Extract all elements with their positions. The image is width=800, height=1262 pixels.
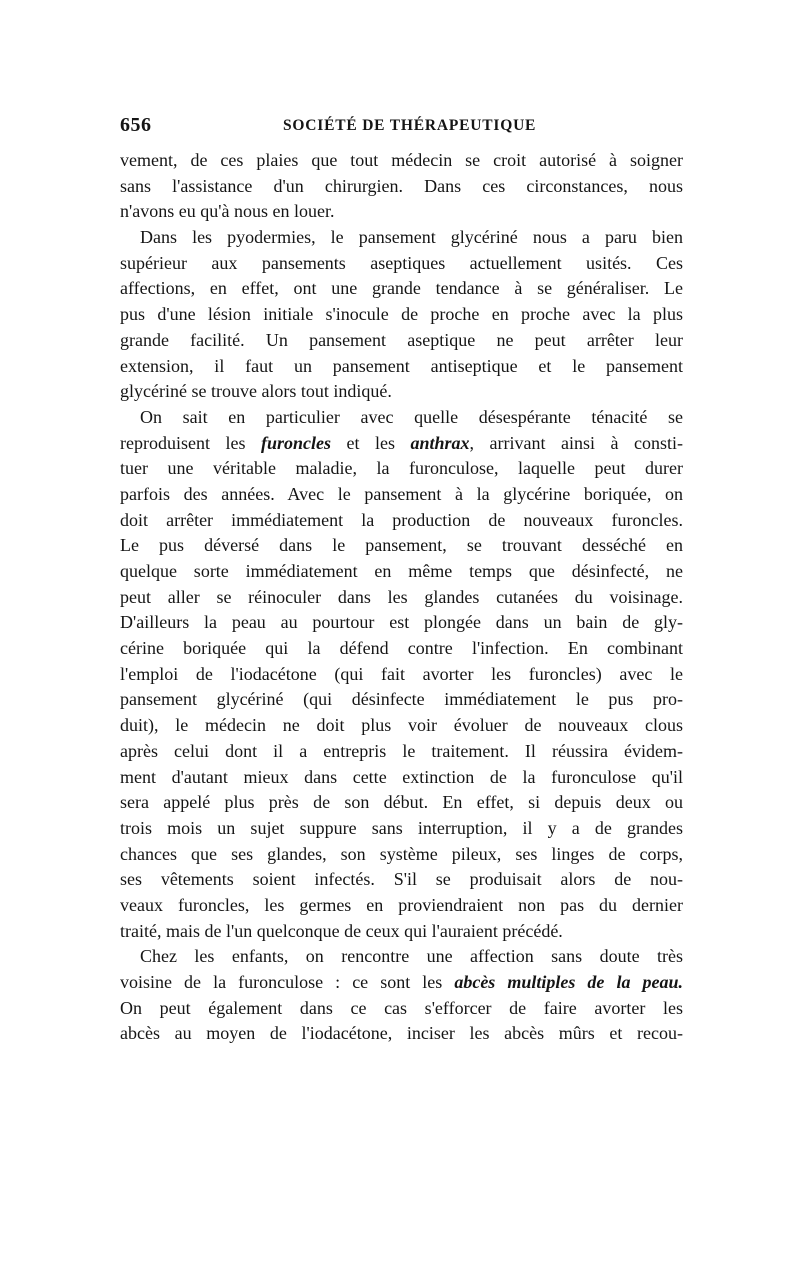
text-line xyxy=(120,199,683,225)
text-span: extension, il faut un pansement antiseptique et le pansement xyxy=(120,355,683,376)
text-span: , arrivant ainsi à consti- xyxy=(469,432,683,453)
text-line xyxy=(120,713,683,739)
text-span: vement, de ces plaies que tout médecin se croit autorisé à soigner xyxy=(120,150,683,170)
text-line xyxy=(120,662,683,688)
text-span: sans l'assistance d'un chirurgien. Dans ces circonstances, nous xyxy=(120,175,683,196)
text-span: Chez les enfants, on rencontre une affection sans doute très xyxy=(140,946,683,967)
text-span: peut aller se réinoculer dans les glandes cutanées du voisinage. xyxy=(120,586,683,607)
text-span: trois mois un sujet suppure sans interruption, il y a de grandes xyxy=(120,817,683,838)
text-line xyxy=(120,636,683,662)
text-line xyxy=(120,893,683,919)
text-span: veaux furoncles, les germes en proviendraient non pas du dernier xyxy=(120,894,683,915)
text-span: chances que ses glandes, son système pileux, ses linges de corps, xyxy=(120,843,683,864)
text-span: tuer une véritable maladie, la furonculose, laquelle peut durer xyxy=(120,458,683,479)
text-line xyxy=(120,559,683,585)
text-line xyxy=(120,816,683,842)
text-line xyxy=(120,225,683,251)
italic-term: furoncles xyxy=(260,432,331,453)
text-span: abcès au moyen de l'iodacétone, inciser les abcès mûrs et recou- xyxy=(120,1023,683,1044)
text-line xyxy=(120,790,683,816)
text-span: supérieur aux pansements aseptiques actuellement usités. Ces xyxy=(120,252,683,273)
text-line xyxy=(120,1021,683,1047)
text-line xyxy=(120,379,683,405)
text-span: ment d'autant mieux dans cette extinction de la furonculose qu'il xyxy=(120,766,683,787)
text-line xyxy=(120,328,683,354)
text-span: pansement glycériné (qui désinfecte immédiatement le pus pro- xyxy=(120,689,683,710)
text-span: voisine de la furonculose : ce sont les xyxy=(120,972,455,992)
text-line xyxy=(120,585,683,611)
text-span: et les xyxy=(331,432,411,453)
text-line xyxy=(120,508,683,534)
text-line xyxy=(120,842,683,868)
text-line xyxy=(120,354,683,380)
text-span: pus d'une lésion initiale s'inocule de proche en proche avec la plus xyxy=(120,304,683,325)
text-line xyxy=(120,944,683,970)
text-span: cérine boriquée qui la défend contre l'infection. En combinant xyxy=(120,638,683,659)
text-line xyxy=(120,431,683,457)
text-line xyxy=(120,276,683,302)
text-line xyxy=(120,867,683,893)
text-line xyxy=(120,302,683,328)
text-span: Le pus déversé dans le pansement, se trouvant desséché en xyxy=(120,535,683,556)
text-line xyxy=(120,533,683,559)
text-line xyxy=(120,765,683,791)
running-head-title: SOCIÉTÉ DE THÉRAPEUTIQUE xyxy=(283,117,537,134)
italic-term: abcès multiples de la peau. xyxy=(454,972,683,992)
text-span: affections, en effet, ont une grande tendance à se généraliser. Le xyxy=(120,278,683,299)
text-span: doit arrêter immédiatement la production de nouveaux furoncles. xyxy=(120,509,683,530)
text-span: l'emploi de l'iodacétone (qui fait avorter les furoncles) avec le xyxy=(120,663,683,684)
text-line xyxy=(120,919,683,945)
text-line xyxy=(120,996,683,1022)
text-line xyxy=(120,148,683,174)
text-span: parfois des années. Avec le pansement à la glycérine boriquée, on xyxy=(120,483,683,504)
text-span: On peut également dans ce cas s'efforcer de faire avorter les xyxy=(120,997,683,1018)
text-line xyxy=(120,405,683,431)
text-line xyxy=(120,970,683,996)
body-text xyxy=(120,148,683,1047)
text-line xyxy=(120,610,683,636)
text-line xyxy=(120,687,683,713)
text-line xyxy=(120,251,683,277)
text-span: glycériné se trouve alors tout indiqué. xyxy=(120,381,392,402)
text-line xyxy=(120,739,683,765)
text-line xyxy=(120,456,683,482)
text-span: sera appelé plus près de son début. En effet, si depuis deux ou xyxy=(120,792,683,813)
running-head xyxy=(120,114,683,144)
text-span: quelque sorte immédiatement en même temps que désinfecté, ne xyxy=(120,561,683,581)
text-span: n'avons eu qu'à nous en louer. xyxy=(120,201,335,222)
text-span: grande facilité. Un pansement aseptique ne peut arrêter leur xyxy=(120,329,683,350)
text-span: Dans les pyodermies, le pansement glycériné nous a paru bien xyxy=(140,227,683,248)
italic-term: anthrax xyxy=(410,432,470,453)
text-span: ses vêtements soient infectés. S'il se produisait alors de nou- xyxy=(120,869,683,890)
text-span: duit), le médecin ne doit plus voir évoluer de nouveaux clous xyxy=(120,715,683,736)
page-number: 656 xyxy=(120,114,152,136)
text-line xyxy=(120,174,683,200)
text-span: reproduisent les xyxy=(120,432,261,453)
text-span: On sait en particulier avec quelle désespérante ténacité se xyxy=(140,406,683,427)
text-span: D'ailleurs la peau au pourtour est plongée dans un bain de gly- xyxy=(120,612,683,633)
text-span: après celui dont il a entrepris le traitement. Il réussira évidem- xyxy=(120,740,683,761)
text-span: traité, mais de l'un quelconque de ceux qui l'auraient précédé. xyxy=(120,920,563,941)
text-line xyxy=(120,482,683,508)
